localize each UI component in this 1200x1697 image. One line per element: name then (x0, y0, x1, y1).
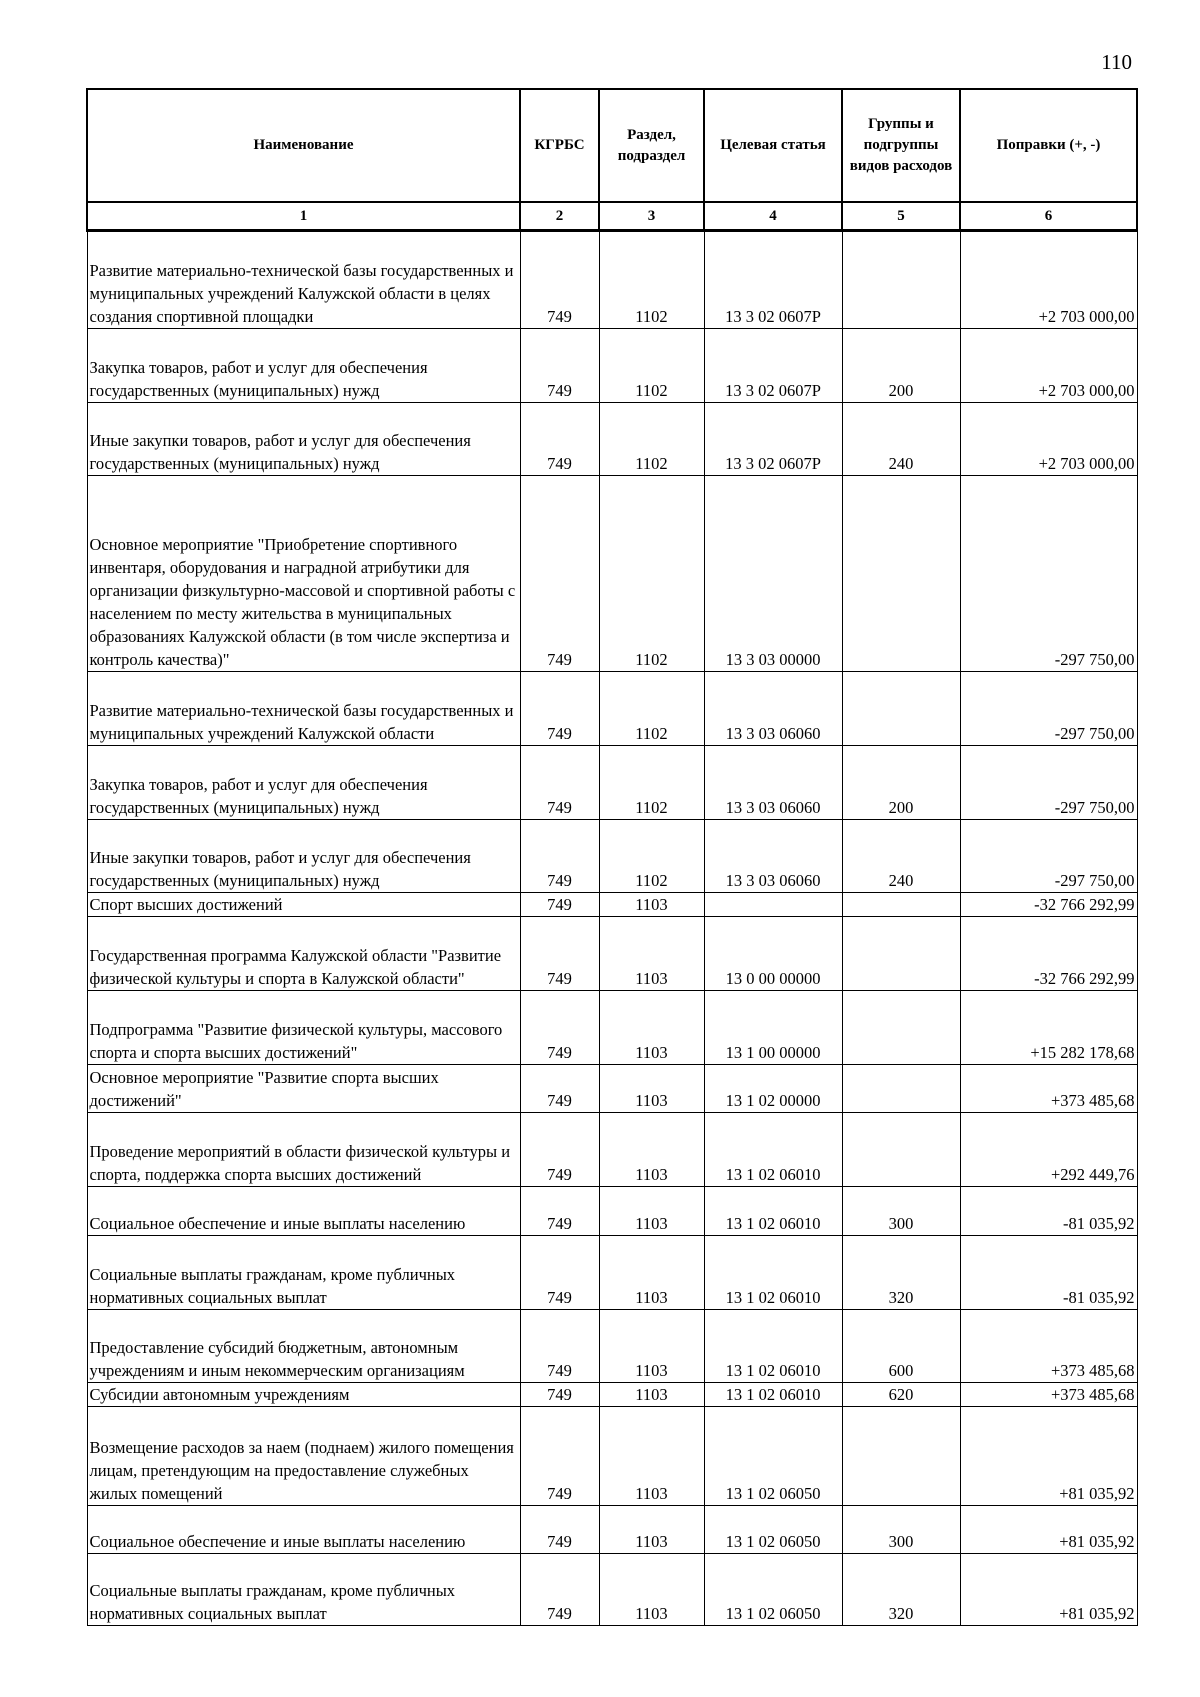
column-number: 5 (842, 202, 960, 231)
table-row (87, 1113, 1137, 1187)
header-target: Целевая статья (704, 89, 842, 202)
row-group: 300 (842, 1506, 960, 1554)
row-amount: -297 750,00 (960, 746, 1137, 820)
table-row (87, 820, 1137, 893)
row-name: Государственная программа Калужской области "Развитие физической культуры и спорта в Калужской области" (87, 917, 520, 991)
row-amount: +2 703 000,00 (960, 329, 1137, 403)
row-target (704, 893, 842, 917)
row-name: Закупка товаров, работ и услуг для обеспечения государственных (муниципальных) нужд (87, 746, 520, 820)
row-amount: +81 035,92 (960, 1407, 1137, 1506)
row-name: Закупка товаров, работ и услуг для обеспечения государственных (муниципальных) нужд (87, 329, 520, 403)
row-group (842, 672, 960, 746)
row-name: Подпрограмма "Развитие физической культуры, массового спорта и спорта высших достижений" (87, 991, 520, 1065)
row-section: 1103 (599, 1310, 704, 1383)
row-group (842, 893, 960, 917)
table-row (87, 991, 1137, 1065)
row-kgrbs: 749 (520, 1554, 599, 1626)
table-row (87, 1506, 1137, 1554)
row-target: 13 1 02 06010 (704, 1187, 842, 1236)
table-row (87, 476, 1137, 672)
budget-table (86, 88, 1138, 1626)
row-name: Основное мероприятие "Развитие спорта высших достижений" (87, 1065, 520, 1113)
header-kgrbs: КГРБС (520, 89, 599, 202)
table-row (87, 1383, 1137, 1407)
row-name: Спорт высших достижений (87, 893, 520, 917)
row-section: 1102 (599, 820, 704, 893)
row-target: 13 3 03 06060 (704, 820, 842, 893)
row-group: 240 (842, 820, 960, 893)
row-target: 13 3 03 00000 (704, 476, 842, 672)
header-row (87, 89, 1137, 202)
row-section: 1103 (599, 1554, 704, 1626)
row-target: 13 1 02 06050 (704, 1554, 842, 1626)
row-group (842, 991, 960, 1065)
row-kgrbs: 749 (520, 1310, 599, 1383)
row-group (842, 917, 960, 991)
row-kgrbs: 749 (520, 820, 599, 893)
row-kgrbs: 749 (520, 893, 599, 917)
row-name: Субсидии автономным учреждениям (87, 1383, 520, 1407)
row-target: 13 3 02 0607P (704, 403, 842, 476)
table-row (87, 672, 1137, 746)
header-groups: Группы и подгруппы видов расходов (842, 89, 960, 202)
row-kgrbs: 749 (520, 1506, 599, 1554)
column-number: 1 (87, 202, 520, 231)
table-row (87, 1065, 1137, 1113)
row-name: Социальное обеспечение и иные выплаты населению (87, 1187, 520, 1236)
row-amount: -297 750,00 (960, 476, 1137, 672)
table-row (87, 1554, 1137, 1626)
row-name: Развитие материально-технической базы государственных и муниципальных учреждений Калужской области в целях создания спортивной площадки (87, 231, 520, 329)
row-target: 13 1 02 06010 (704, 1113, 842, 1187)
table-row (87, 1187, 1137, 1236)
table-row (87, 893, 1137, 917)
row-amount: +81 035,92 (960, 1554, 1137, 1626)
row-kgrbs: 749 (520, 1236, 599, 1310)
header-amendments: Поправки (+, -) (960, 89, 1137, 202)
row-name: Основное мероприятие "Приобретение спортивного инвентаря, оборудования и наградной атрибутики для организации физкультурно-массовой и спортивной работы с населением по месту жительства в муниципальных образованиях Калужской области (в том числе экспертиза и контроль качества)" (87, 476, 520, 672)
row-amount: -297 750,00 (960, 820, 1137, 893)
row-name: Иные закупки товаров, работ и услуг для обеспечения государственных (муниципальных) нужд (87, 403, 520, 476)
row-target: 13 3 03 06060 (704, 746, 842, 820)
row-group: 200 (842, 746, 960, 820)
row-section: 1103 (599, 1236, 704, 1310)
row-kgrbs: 749 (520, 476, 599, 672)
row-group: 620 (842, 1383, 960, 1407)
row-group: 600 (842, 1310, 960, 1383)
row-amount: -32 766 292,99 (960, 917, 1137, 991)
row-group: 200 (842, 329, 960, 403)
row-target: 13 1 02 06050 (704, 1506, 842, 1554)
row-name: Развитие материально-технической базы государственных и муниципальных учреждений Калужской области (87, 672, 520, 746)
row-name: Возмещение расходов за наем (поднаем) жилого помещения лицам, претендующим на предоставление служебных жилых помещений (87, 1407, 520, 1506)
row-kgrbs: 749 (520, 403, 599, 476)
row-name: Социальные выплаты гражданам, кроме публичных нормативных социальных выплат (87, 1236, 520, 1310)
row-group (842, 1407, 960, 1506)
row-target: 13 1 00 00000 (704, 991, 842, 1065)
row-group: 320 (842, 1554, 960, 1626)
row-name: Предоставление субсидий бюджетным, автономным учреждениям и иным некоммерческим организациям (87, 1310, 520, 1383)
row-target: 13 3 03 06060 (704, 672, 842, 746)
header-name: Наименование (87, 89, 520, 202)
row-target: 13 3 02 0607P (704, 329, 842, 403)
column-number: 4 (704, 202, 842, 231)
row-amount: +15 282 178,68 (960, 991, 1137, 1065)
row-amount: +292 449,76 (960, 1113, 1137, 1187)
row-amount: -81 035,92 (960, 1187, 1137, 1236)
column-number: 2 (520, 202, 599, 231)
row-kgrbs: 749 (520, 746, 599, 820)
table-row (87, 917, 1137, 991)
row-amount: +373 485,68 (960, 1310, 1137, 1383)
row-section: 1102 (599, 476, 704, 672)
row-target: 13 1 02 06010 (704, 1236, 842, 1310)
row-section: 1102 (599, 329, 704, 403)
column-number: 3 (599, 202, 704, 231)
row-group: 240 (842, 403, 960, 476)
table-row (87, 1236, 1137, 1310)
row-kgrbs: 749 (520, 672, 599, 746)
row-target: 13 1 02 06010 (704, 1383, 842, 1407)
row-kgrbs: 749 (520, 231, 599, 329)
row-target: 13 1 02 06010 (704, 1310, 842, 1383)
row-name: Социальное обеспечение и иные выплаты населению (87, 1506, 520, 1554)
row-section: 1103 (599, 917, 704, 991)
table-row (87, 403, 1137, 476)
table-row (87, 1310, 1137, 1383)
row-amount: +2 703 000,00 (960, 403, 1137, 476)
row-section: 1102 (599, 672, 704, 746)
row-group (842, 476, 960, 672)
row-target: 13 0 00 00000 (704, 917, 842, 991)
row-kgrbs: 749 (520, 917, 599, 991)
row-group (842, 231, 960, 329)
table-row (87, 1407, 1137, 1506)
table-row (87, 746, 1137, 820)
row-kgrbs: 749 (520, 1383, 599, 1407)
row-section: 1102 (599, 231, 704, 329)
row-section: 1103 (599, 991, 704, 1065)
row-group (842, 1113, 960, 1187)
row-section: 1102 (599, 403, 704, 476)
row-section: 1103 (599, 1113, 704, 1187)
row-kgrbs: 749 (520, 1187, 599, 1236)
row-section: 1103 (599, 1187, 704, 1236)
row-amount: +373 485,68 (960, 1383, 1137, 1407)
row-section: 1103 (599, 1383, 704, 1407)
row-group: 320 (842, 1236, 960, 1310)
row-target: 13 1 02 06050 (704, 1407, 842, 1506)
row-amount: -297 750,00 (960, 672, 1137, 746)
table-row (87, 231, 1137, 329)
row-name: Социальные выплаты гражданам, кроме публичных нормативных социальных выплат (87, 1554, 520, 1626)
row-group (842, 1065, 960, 1113)
row-section: 1103 (599, 1506, 704, 1554)
row-section: 1103 (599, 1065, 704, 1113)
column-number: 6 (960, 202, 1137, 231)
row-amount: +373 485,68 (960, 1065, 1137, 1113)
row-name: Иные закупки товаров, работ и услуг для обеспечения государственных (муниципальных) нужд (87, 820, 520, 893)
row-section: 1103 (599, 893, 704, 917)
row-kgrbs: 749 (520, 1065, 599, 1113)
row-section: 1103 (599, 1407, 704, 1506)
row-amount: -81 035,92 (960, 1236, 1137, 1310)
row-target: 13 3 02 0607P (704, 231, 842, 329)
header-section: Раздел, подраздел (599, 89, 704, 202)
row-amount: +2 703 000,00 (960, 231, 1137, 329)
row-target: 13 1 02 00000 (704, 1065, 842, 1113)
row-amount: -32 766 292,99 (960, 893, 1137, 917)
row-kgrbs: 749 (520, 991, 599, 1065)
row-kgrbs: 749 (520, 329, 599, 403)
row-kgrbs: 749 (520, 1407, 599, 1506)
page-number: 110 (1101, 50, 1132, 74)
table-row (87, 329, 1137, 403)
row-kgrbs: 749 (520, 1113, 599, 1187)
row-name: Проведение мероприятий в области физической культуры и спорта, поддержка спорта высших достижений (87, 1113, 520, 1187)
row-amount: +81 035,92 (960, 1506, 1137, 1554)
row-group: 300 (842, 1187, 960, 1236)
row-section: 1102 (599, 746, 704, 820)
column-number-row (87, 202, 1137, 231)
